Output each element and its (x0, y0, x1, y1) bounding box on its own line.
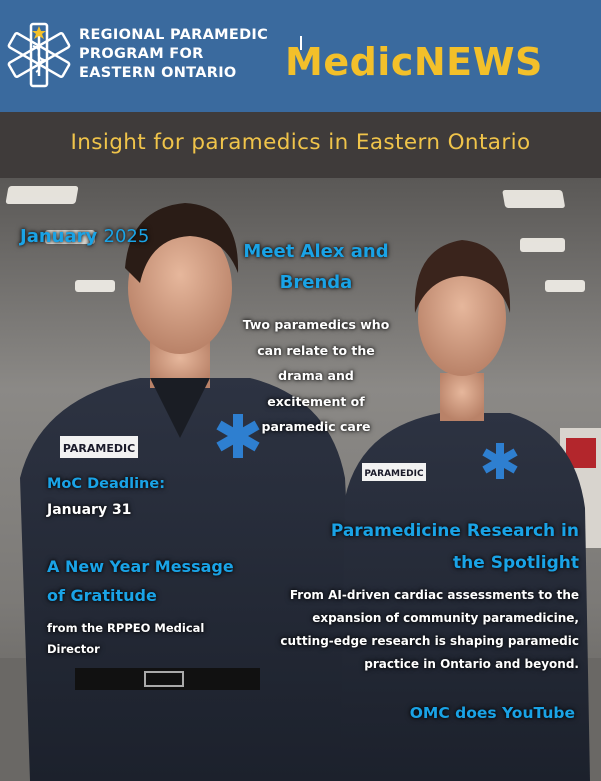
research-title-line-2: the Spotlight (453, 553, 579, 573)
moc-deadline-title[interactable]: MoC Deadline: (47, 476, 166, 492)
new-year-blurb (47, 618, 204, 660)
research-blurb-3: cutting-edge research is shaping paramedic (280, 634, 579, 648)
new-year-blurb-1: from the RPPEO Medical (47, 621, 205, 635)
masthead-title: MedicNEWS (285, 40, 543, 84)
alex-brenda-blurb (236, 312, 396, 440)
alex-brenda-title-line-1: Meet Alex and (243, 241, 389, 262)
star-of-life-icon (6, 22, 72, 88)
badge-left: PARAMEDIC (62, 442, 136, 455)
new-year-message-title[interactable] (47, 552, 234, 610)
badge-right: PARAMEDIC (364, 469, 424, 479)
org-line-3: EASTERN ONTARIO (79, 65, 237, 81)
alex-brenda-blurb-5: paramedic care (261, 419, 371, 434)
alex-brenda-blurb-1: Two paramedics who (242, 317, 390, 332)
alex-brenda-blurb-3: drama and (278, 368, 354, 383)
alex-brenda-title[interactable] (236, 236, 396, 298)
research-title-line-1: Paramedicine Research in (330, 521, 579, 541)
issue-year: 2025 (103, 226, 150, 247)
new-year-blurb-2: Director (47, 642, 100, 656)
research-blurb (280, 584, 579, 676)
header-bar (0, 0, 601, 112)
alex-brenda-blurb-4: excitement of (267, 393, 365, 409)
issue-month: January (20, 226, 98, 247)
research-blurb-4: practice in Ontario and beyond. (364, 657, 579, 671)
org-line-2: PROGRAM FOR (79, 46, 204, 62)
issue-date (20, 226, 149, 247)
alex-brenda-blurb-2: can relate to the (257, 342, 375, 358)
omc-youtube-link[interactable]: OMC does YouTube (409, 704, 575, 722)
alex-brenda-title-line-2: Brenda (279, 272, 353, 293)
moc-deadline-date: January 31 (47, 502, 132, 518)
research-blurb-1: From AI-driven cardiac assessments to the (289, 588, 579, 602)
new-year-title-line-2: of Gratitude (47, 586, 157, 605)
org-line-1: REGIONAL PARAMEDIC (79, 27, 269, 43)
organization-name (79, 26, 268, 83)
new-year-title-line-1: A New Year Message (47, 557, 234, 576)
research-blurb-2: expansion of community paramedicine, (312, 611, 579, 625)
tagline: Insight for paramedics in Eastern Ontario (70, 130, 531, 155)
research-title[interactable] (331, 515, 579, 579)
